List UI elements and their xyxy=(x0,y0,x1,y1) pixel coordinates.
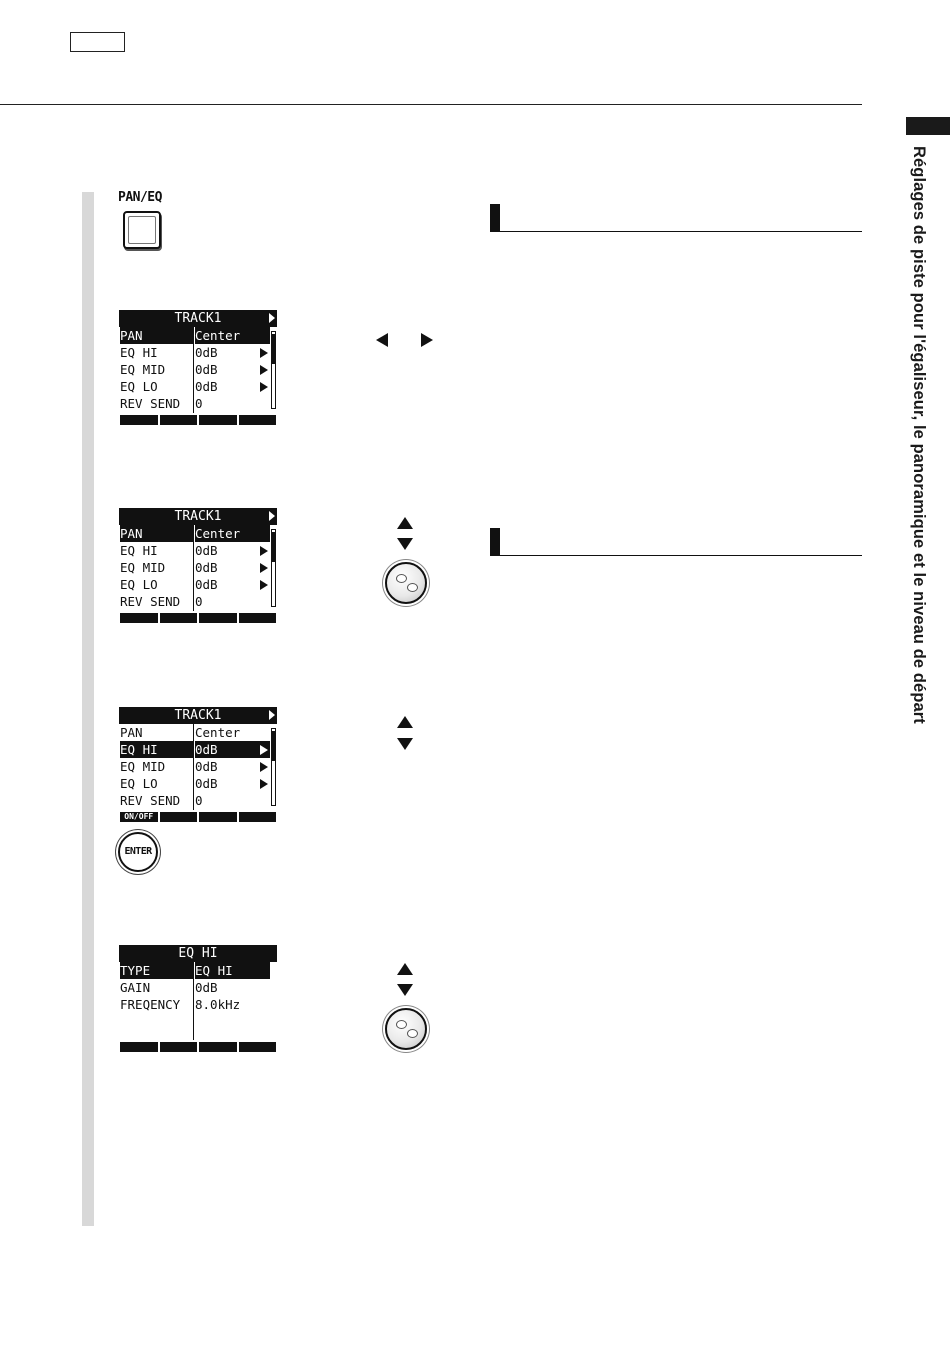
lcd-screen-step-3 xyxy=(119,508,277,623)
lcd-title: TRACK1 xyxy=(119,310,277,327)
lcd-scrollbar xyxy=(271,331,276,409)
lcd-row xyxy=(119,327,277,344)
cursor-left-key-icon xyxy=(376,333,388,347)
cursor-down-key-icon xyxy=(397,738,413,750)
lcd-function-key xyxy=(199,812,237,822)
lcd-param-value: Center xyxy=(195,525,270,542)
pan-eq-key-label: PAN/EQ xyxy=(118,190,162,205)
lcd-function-key xyxy=(120,1042,158,1052)
lcd-function-key xyxy=(239,812,277,822)
lcd-column-divider xyxy=(193,525,194,611)
submenu-arrow-icon xyxy=(260,365,268,375)
lcd-param-name: REV SEND xyxy=(120,793,181,808)
lcd-row xyxy=(119,576,277,593)
submenu-arrow-icon xyxy=(260,745,268,755)
lcd-param-value: 0dB xyxy=(195,362,218,377)
lcd-param-value: 0 xyxy=(195,396,203,411)
lcd-scrollbar xyxy=(271,728,276,806)
page-number-badge xyxy=(70,32,125,52)
lcd-row xyxy=(119,792,277,809)
lcd-param-name: EQ LO xyxy=(120,379,158,394)
lcd-param-name: GAIN xyxy=(120,980,151,995)
lcd-row xyxy=(119,542,277,559)
lcd-param-name: TYPE xyxy=(120,962,193,979)
lcd-param-name: FREQENCY xyxy=(120,997,181,1012)
lcd-scrollbar xyxy=(271,529,276,607)
lcd-row xyxy=(119,979,277,996)
lcd-row xyxy=(119,559,277,576)
lcd-title: EQ HI xyxy=(119,945,277,962)
lcd-function-key xyxy=(160,415,198,425)
lcd-param-value: 0dB xyxy=(195,980,218,995)
lcd-param-name: REV SEND xyxy=(120,594,181,609)
lcd-param-value: 8.0kHz xyxy=(195,997,241,1012)
cursor-down-key-icon xyxy=(397,538,413,550)
lcd-function-key xyxy=(199,415,237,425)
submenu-arrow-icon xyxy=(260,348,268,358)
lcd-column-divider xyxy=(193,724,194,810)
lcd-function-key xyxy=(199,613,237,623)
page-arrow-icon xyxy=(269,710,275,720)
lcd-param-value: 0dB xyxy=(195,543,218,558)
lcd-row xyxy=(119,593,277,610)
lcd-param-name: EQ MID xyxy=(120,362,166,377)
page-arrow-icon xyxy=(269,313,275,323)
lcd-parameter-list xyxy=(119,525,277,611)
lcd-column-divider xyxy=(193,327,194,413)
cursor-down-key-icon xyxy=(397,984,413,996)
enter-key-icon: ENTER xyxy=(118,832,158,872)
cursor-right-key-icon xyxy=(421,333,433,347)
section-heading-1 xyxy=(490,204,862,232)
lcd-function-key: ON/OFF xyxy=(120,812,158,822)
lcd-param-name: PAN xyxy=(120,525,193,542)
section-heading-marker xyxy=(490,204,500,231)
lcd-title: TRACK1 xyxy=(119,707,277,724)
lcd-param-name: EQ HI xyxy=(120,543,158,558)
lcd-function-key xyxy=(199,1042,237,1052)
lcd-title: TRACK1 xyxy=(119,508,277,525)
lcd-param-value: 0dB xyxy=(195,776,218,791)
section-heading-2 xyxy=(490,528,862,556)
lcd-function-key xyxy=(120,415,158,425)
lcd-row xyxy=(119,758,277,775)
lcd-param-name: REV SEND xyxy=(120,396,181,411)
page-arrow-icon xyxy=(269,511,275,521)
lcd-param-name: EQ LO xyxy=(120,577,158,592)
lcd-param-value: 0dB xyxy=(195,741,270,758)
lcd-param-name: EQ MID xyxy=(120,759,166,774)
submenu-arrow-icon xyxy=(260,762,268,772)
lcd-param-value: Center xyxy=(195,725,241,740)
lcd-row xyxy=(119,775,277,792)
lcd-param-value: 0dB xyxy=(195,577,218,592)
lcd-function-key xyxy=(160,613,198,623)
lcd-row xyxy=(119,525,277,542)
dial-icon xyxy=(385,1008,427,1050)
lcd-param-value: 0dB xyxy=(195,759,218,774)
lcd-param-value: 0dB xyxy=(195,345,218,360)
lcd-function-key xyxy=(239,415,277,425)
submenu-arrow-icon xyxy=(260,382,268,392)
submenu-arrow-icon xyxy=(260,546,268,556)
lcd-row xyxy=(119,724,277,741)
lcd-function-key xyxy=(160,812,198,822)
header-rule xyxy=(0,104,862,105)
lcd-param-value: 0dB xyxy=(195,560,218,575)
lcd-function-keys xyxy=(119,1042,277,1052)
lcd-screen-step-4 xyxy=(119,707,277,822)
section-heading-marker xyxy=(490,528,500,555)
chapter-title: Réglages de piste pour l'égaliseur, le panoramique et le niveau de départ xyxy=(910,146,928,724)
lcd-parameter-list xyxy=(119,724,277,810)
lcd-function-keys xyxy=(119,415,277,425)
submenu-arrow-icon xyxy=(260,779,268,789)
lcd-row xyxy=(119,962,277,979)
dial-icon xyxy=(385,562,427,604)
lcd-param-name: PAN xyxy=(120,327,193,344)
cursor-up-key-icon xyxy=(397,716,413,728)
lcd-param-value: Center xyxy=(195,327,270,344)
submenu-arrow-icon xyxy=(260,580,268,590)
lcd-function-key xyxy=(160,1042,198,1052)
lcd-param-name: EQ LO xyxy=(120,776,158,791)
lcd-screen-step-2 xyxy=(119,310,277,425)
submenu-arrow-icon xyxy=(260,563,268,573)
lcd-function-keys xyxy=(119,613,277,623)
lcd-param-name: PAN xyxy=(120,725,143,740)
lcd-function-key xyxy=(120,613,158,623)
lcd-row xyxy=(119,344,277,361)
lcd-param-value: 0 xyxy=(195,594,203,609)
pan-eq-key-icon xyxy=(123,211,161,249)
lcd-parameter-list xyxy=(119,327,277,413)
lcd-row xyxy=(119,378,277,395)
lcd-screen-step-5 xyxy=(119,945,277,1052)
lcd-row xyxy=(119,361,277,378)
procedure-bar xyxy=(82,192,94,1226)
lcd-row xyxy=(119,395,277,412)
lcd-column-divider xyxy=(193,962,194,1040)
lcd-row xyxy=(119,741,277,758)
lcd-function-key xyxy=(239,1042,277,1052)
section-heading-rule xyxy=(490,555,862,556)
lcd-function-key xyxy=(239,613,277,623)
section-heading-rule xyxy=(490,231,862,232)
lcd-parameter-list xyxy=(119,962,277,1040)
lcd-param-value: 0 xyxy=(195,793,203,808)
lcd-row xyxy=(119,996,277,1013)
cursor-up-key-icon xyxy=(397,517,413,529)
lcd-param-value: EQ HI xyxy=(195,962,270,979)
lcd-param-name: EQ HI xyxy=(120,741,193,758)
chapter-tab xyxy=(906,117,950,135)
lcd-param-name: EQ HI xyxy=(120,345,158,360)
cursor-up-key-icon xyxy=(397,963,413,975)
lcd-function-keys xyxy=(119,812,277,822)
lcd-param-name: EQ MID xyxy=(120,560,166,575)
lcd-param-value: 0dB xyxy=(195,379,218,394)
